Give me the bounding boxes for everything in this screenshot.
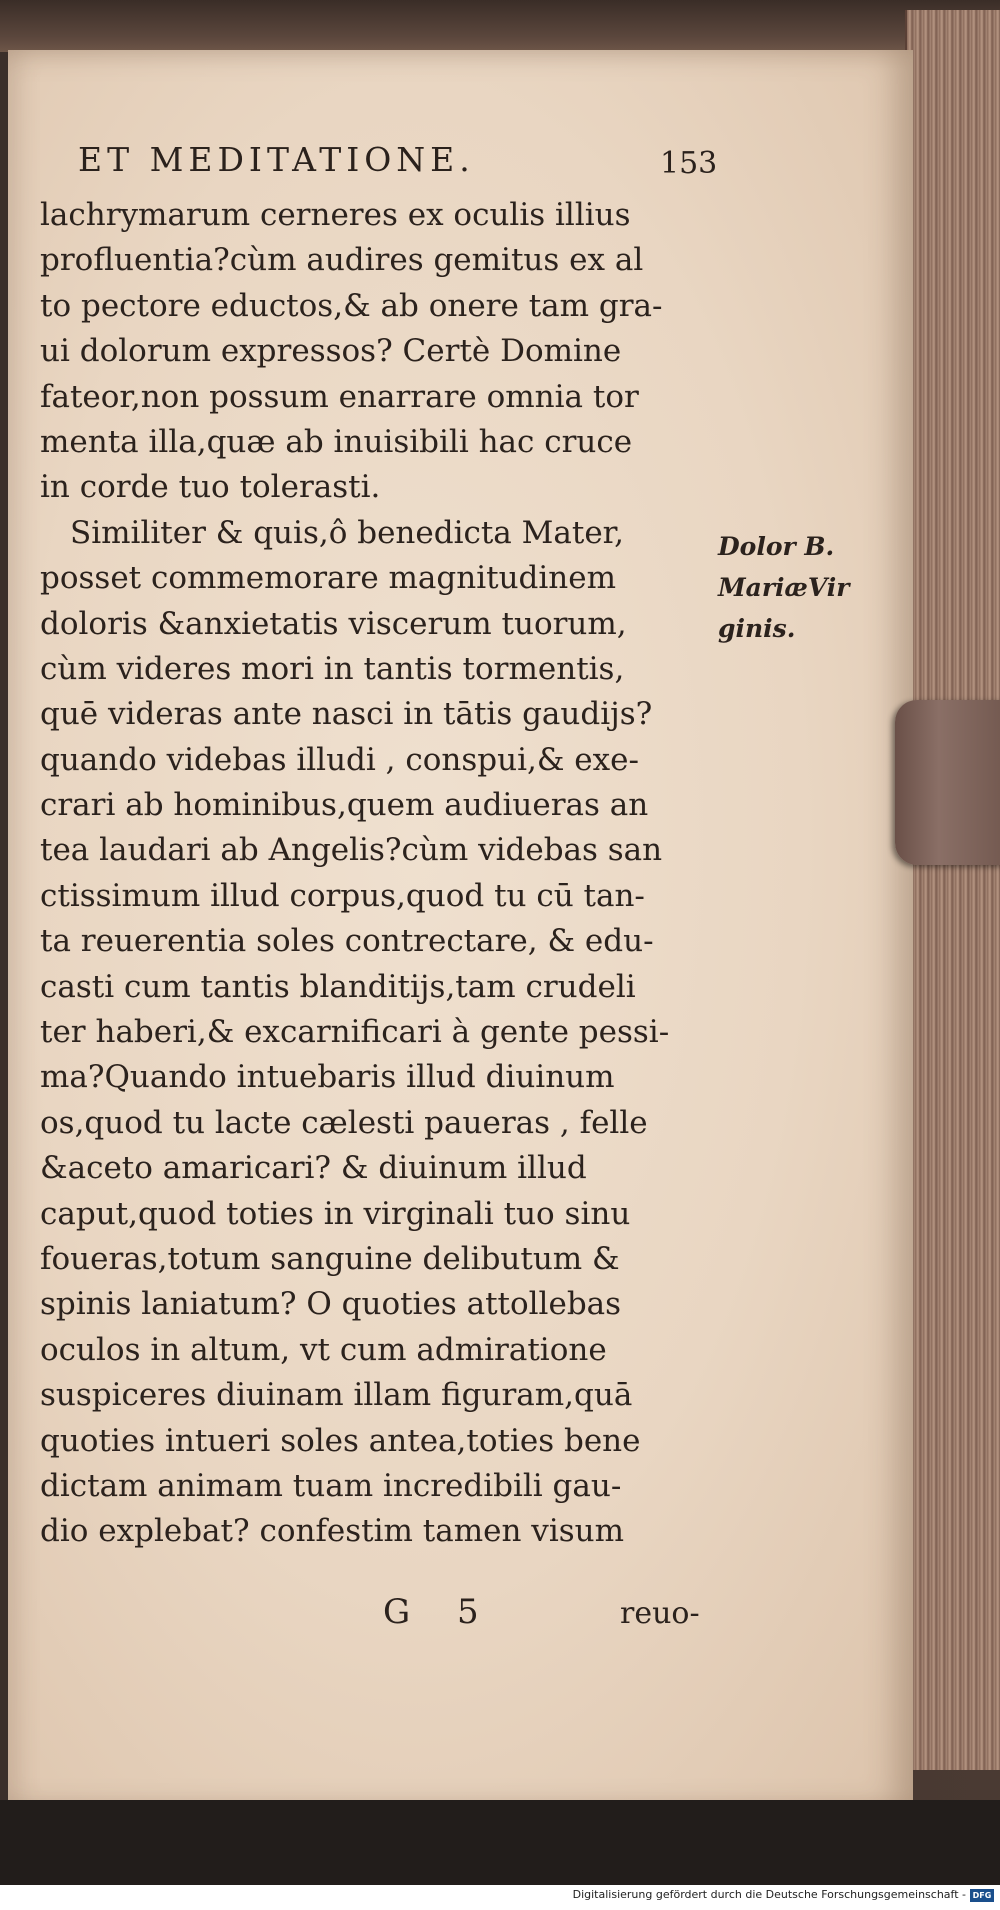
text-line: os,quod tu lacte cælesti paueras , felle (40, 1104, 648, 1141)
text-line: casti cum tantis blanditijs,tam crudeli (40, 968, 636, 1005)
text-line: crari ab hominibus,quem audiueras an (40, 787, 649, 824)
signature-mark: G 5 (383, 1592, 497, 1632)
dfg-logo: DFG (970, 1889, 994, 1902)
text-line: quē videras ante nasci in tātis gaudijs? (40, 696, 653, 733)
text-line: tea laudari ab Angelis?cùm videbas san (40, 832, 663, 869)
text-line: foueras,totum sanguine delibutum & (40, 1240, 620, 1277)
text-line: oculos in altum, vt cum admiratione (40, 1331, 607, 1368)
text-line: &aceto amaricari? & diuinum illud (40, 1150, 587, 1187)
marginal-note-line: Dolor B. (718, 532, 835, 561)
text-line: dictam animam tuam incredibili gau- (40, 1467, 622, 1504)
text-line: profluentia?cùm audires gemitus ex al (40, 242, 644, 279)
text-line: suspiceres diuinam illam figuram,quā (40, 1377, 633, 1414)
running-head: ET MEDITATIONE. (78, 140, 475, 179)
text-line: doloris &anxietatis viscerum tuorum, (40, 605, 627, 642)
text-line: fateor,non possum enarrare omnia tor (40, 378, 639, 415)
book-clasp (895, 700, 1000, 865)
text-line: dio explebat? confestim tamen visum (40, 1513, 625, 1550)
text-line: in corde tuo tolerasti. (40, 469, 381, 506)
scan-background (0, 1800, 1000, 1885)
page-edges (905, 10, 1000, 1770)
text-line: menta illa,quæ ab inuisibili hac cruce (40, 423, 633, 460)
marginal-note-line: MariæVir (718, 573, 850, 602)
text-line: cùm videres mori in tantis tormentis, (40, 650, 625, 687)
text-line: to pectore eductos,& ab onere tam gra- (40, 287, 663, 324)
funding-credit: Digitalisierung gefördert durch die Deutsche Forschungsgemeinschaft - (572, 1888, 966, 1901)
text-line: ta reuerentia soles contrectare, & edu- (40, 923, 654, 960)
text-line: Similiter & quis,ô benedicta Mater, (70, 514, 624, 551)
text-line: spinis laniatum? O quoties attollebas (40, 1286, 622, 1323)
text-line: ter haberi,& excarnificari à gente pessi- (40, 1014, 670, 1051)
text-line: caput,quod toties in virginali tuo sinu (40, 1195, 631, 1232)
text-line: quando videbas illudi , conspui,& exe- (40, 741, 639, 778)
text-line: posset commemorare magnitudinem (40, 560, 617, 597)
marginal-note-line: ginis. (718, 614, 796, 643)
catchword: reuo- (620, 1596, 700, 1631)
text-line: ui dolorum expressos? Certè Domine (40, 333, 622, 370)
text-line: quoties intueri soles antea,toties bene (40, 1422, 641, 1459)
text-line: lachrymarum cerneres ex oculis illius (40, 197, 631, 233)
text-line: ma?Quando intuebaris illud diuinum (40, 1059, 615, 1096)
book-top-edge (0, 0, 1000, 52)
body-text (40, 193, 730, 1555)
page-number: 153 (660, 146, 718, 181)
marginal-note (718, 526, 898, 649)
text-line: ctissimum illud corpus,quod tu cū tan- (40, 877, 645, 914)
